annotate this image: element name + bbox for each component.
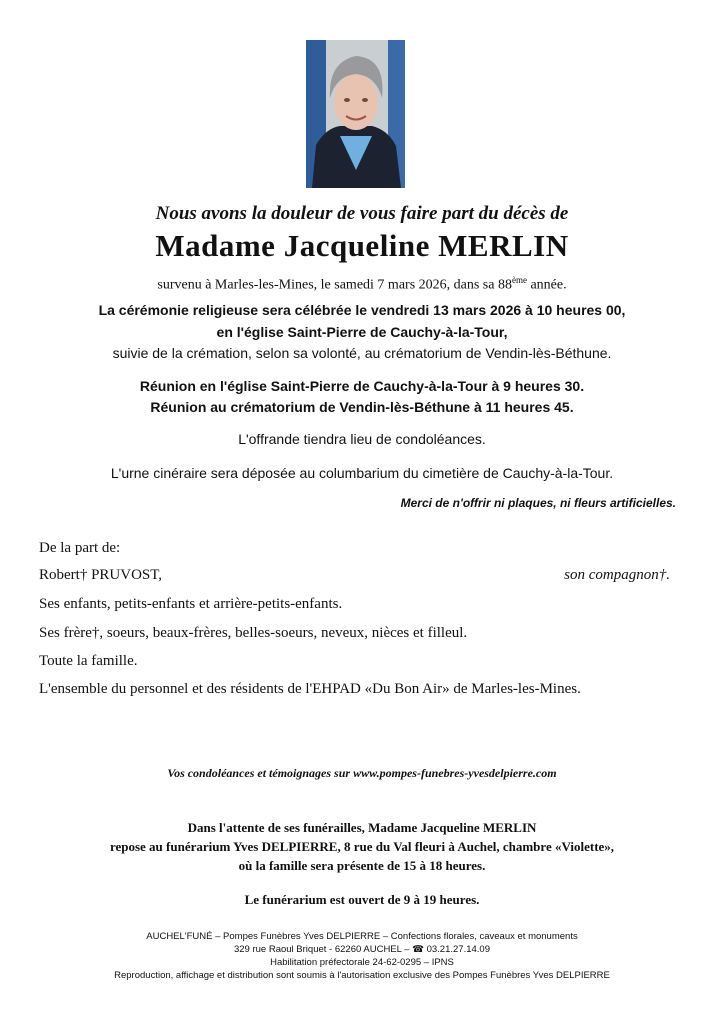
family-children: Ses enfants, petits-enfants et arrière-petits-enfants. (39, 596, 343, 612)
companion-name: Robert† PRUVOST, (39, 567, 163, 583)
footer-line-3: Habilitation préfectorale 24-62-0295 – IPNS (270, 957, 454, 968)
merci-text: Merci de n'offrir ni plaques, ni fleurs artificielles. (400, 496, 676, 510)
de-la-part: De la part de: (39, 540, 121, 556)
reunion-crematorium: Réunion au crématorium de Vendin-lès-Béthune à 11 heures 45. (150, 399, 574, 415)
family-all: Toute la famille. (39, 653, 138, 669)
condolences-website: Vos condoléances et témoignages sur www.pompes-funebres-yvesdelpierre.com (167, 766, 557, 780)
ceremony-line-2: en l'église Saint-Pierre de Cauchy-à-la-Tour, (216, 324, 508, 340)
urne-text: L'urne cinéraire sera déposée au columbarium du cimetière de Cauchy-à-la-Tour. (110, 465, 614, 481)
companion-role: son compagnon†. (564, 567, 670, 583)
deceased-name: Madame Jacqueline MERLIN (155, 228, 569, 263)
funerarium-line-3: où la famille sera présente de 15 à 18 heures. (238, 858, 486, 873)
ceremony-line-1: La cérémonie religieuse sera célébrée le vendredi 13 mars 2026 à 10 heures 00, (98, 302, 626, 318)
portrait-photo (306, 40, 405, 188)
death-info: survenu à Marles-les-Mines, le samedi 7 mars 2026, dans sa 88ème année. (157, 275, 567, 293)
ceremony-line-3: suivie de la crémation, selon sa volonté, au crématorium de Vendin-lès-Béthune. (112, 345, 612, 361)
funerarium-line-2: repose au funérarium Yves DELPIERRE, 8 rue du Val fleuri à Auchel, chambre «Violette», (109, 839, 615, 854)
reunion-church: Réunion en l'église Saint-Pierre de Cauchy-à-la-Tour à 9 heures 30. (139, 378, 585, 394)
footer-line-1: AUCHEL'FUNÉ – Pompes Funèbres Yves DELPIERRE – Confections florales, caveaux et monuments (146, 931, 578, 942)
footer-line-4: Reproduction, affichage et distribution sont soumis à l'autorisation exclusive des Pompes Funèbres Yves DELPIERRE (114, 970, 610, 981)
family-siblings: Ses frère†, soeurs, beaux-frères, belles-soeurs, neveux, nièces et filleul. (39, 625, 468, 641)
intro-text: Nous avons la douleur de vous faire part du décès de (155, 203, 569, 224)
funerarium-hours: Le funérarium est ouvert de 9 à 19 heures. (244, 892, 480, 907)
funerarium-line-1: Dans l'attente de ses funérailles, Madame Jacqueline MERLIN (187, 820, 537, 835)
offrande-text: L'offrande tiendra lieu de condoléances. (238, 431, 486, 447)
family-ehpad: L'ensemble du personnel et des résidents de l'EHPAD «Du Bon Air» de Marles-les-Mines. (39, 681, 581, 697)
footer-line-2: 329 rue Raoul Briquet - 62260 AUCHEL – ☎ 03.21.27.14.09 (233, 944, 490, 955)
